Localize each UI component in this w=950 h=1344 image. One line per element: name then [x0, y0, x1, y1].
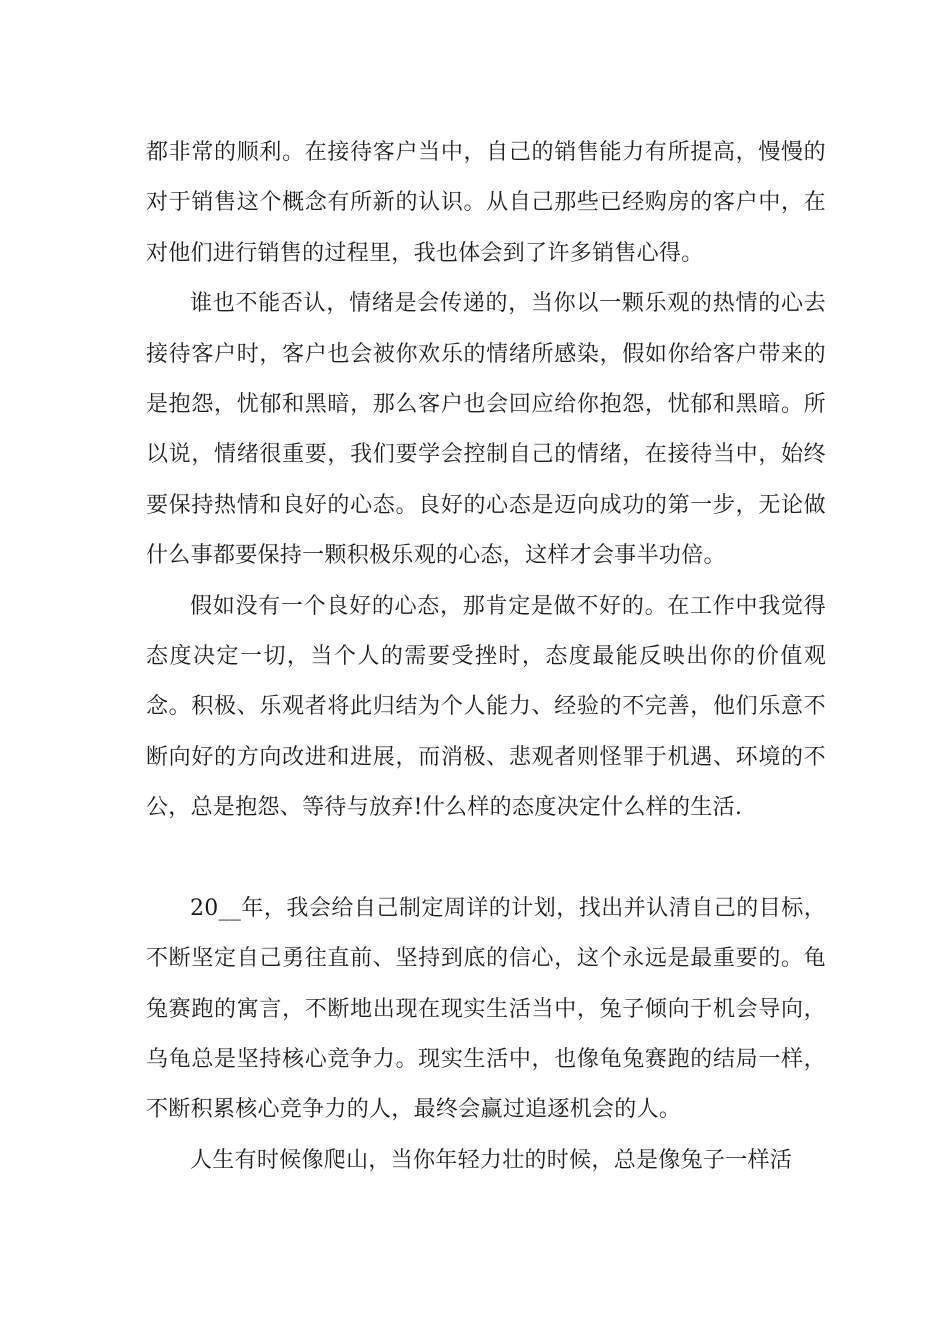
paragraph-3: 假如没有一个良好的心态，那肯定是做不好的。在工作中我觉得态度决定一切，当个人的需要受挫时，态度最能反映出你的价值观念。积极、乐观者将此归结为个人能力、经验的不完善，他们乐意不断向好的方向改进和进展，而消极、悲观者则怪罪于机遇、环境的不公，总是抱怨、等待与放弃!什么样的态度决定什么样的生活. — [146, 593, 826, 821]
paragraph-4: 20__年，我会给自己制定周详的计划，找出并认清自己的目标，不断坚定自己勇往直前、坚持到底的信心，这个永远是最重要的。龟兔赛跑的寓言，不断地出现在现实生活当中，兔子倾向于机会导向，乌龟总是坚持核心竞争力。现实生活中，也像龟兔赛跑的结局一样，不断积累核心竞争力的人，最终会赢过追逐机会的人。 — [146, 895, 826, 1123]
paragraph-1: 都非常的顺利。在接待客户当中，自己的销售能力有所提高，慢慢的对于销售这个概念有所新的认识。从自己那些已经购房的客户中，在对他们进行销售的过程里，我也体会到了许多销售心得。 — [146, 140, 826, 266]
paragraph-2: 谁也不能否认，情绪是会传递的，当你以一颗乐观的热情的心去接待客户时，客户也会被你欢乐的情绪所感染，假如你给客户带来的是抱怨，忧郁和黑暗，那么客户也会回应给你抱怨，忧郁和黑暗。所以说，情绪很重要，我们要学会控制自己的情绪，在接待当中，始终要保持热情和良好的心态。良好的心态是迈向成功的第一步，无论做什么事都要保持一颗积极乐观的心态，这样才会事半功倍。 — [146, 291, 826, 569]
paragraph-gap — [146, 834, 826, 884]
paragraph-5: 人生有时候像爬山，当你年轻力壮的时候，总是像兔子一样活 — [190, 1147, 793, 1173]
document-body — [146, 128, 826, 1186]
